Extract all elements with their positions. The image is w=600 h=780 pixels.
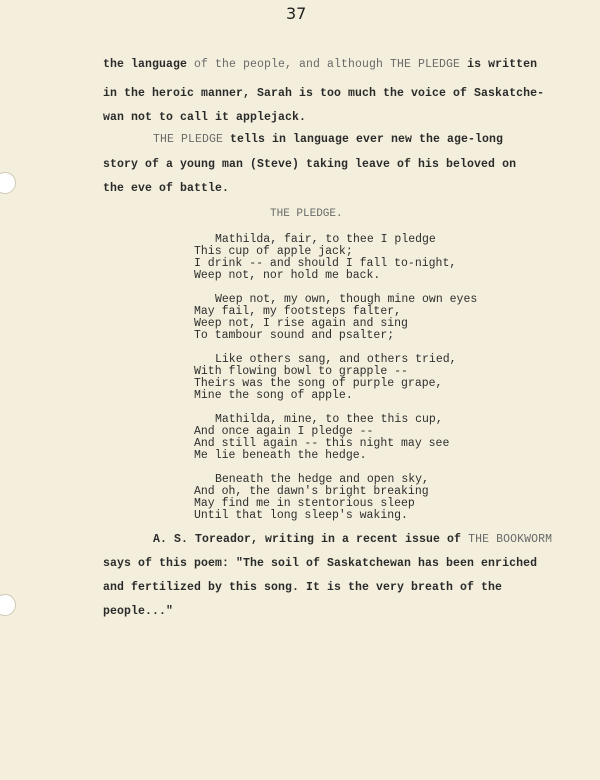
paragraph3-line1-part-a: A. S. Toreador, writing in a recent issue of [153, 533, 469, 546]
punch-hole-bottom [0, 594, 16, 616]
page-number: 37 [286, 4, 307, 23]
paragraph3-line4: people..." [103, 605, 174, 618]
paragraph1-line2: in the heroic manner, Sarah is too much the voice of Saskatche- [103, 87, 545, 100]
poem-stanza2-line2: May fail, my footsteps falter, [194, 305, 402, 318]
paragraph1-line1 [103, 58, 537, 71]
poem-stanza2-line4: To tambour sound and psalter; [194, 329, 395, 342]
poem-stanza1-line2: This cup of apple jack; [194, 245, 353, 258]
paragraph1-line3: wan not to call it applejack. [103, 111, 307, 124]
paragraph3-line1 [153, 533, 552, 546]
punch-hole-top [0, 172, 16, 194]
poem-stanza5-line4: Until that long sleep's waking. [194, 509, 408, 522]
paragraph2-line2: story of a young man (Steve) taking leave of his beloved on [103, 158, 517, 171]
paragraph3-line3: and fertilized by this song. It is the very breath of the [103, 581, 503, 594]
poem-stanza5-line2: And oh, the dawn's bright breaking [194, 485, 429, 498]
poem-stanza1-line1: Mathilda, fair, to thee I pledge [215, 233, 436, 246]
poem-stanza2-line3: Weep not, I rise again and sing [194, 317, 408, 330]
poem-stanza3-line1: Like others sang, and others tried, [215, 353, 457, 366]
paragraph1-line1-part-b: of the people, and although [194, 58, 391, 71]
poem-stanza3-line3: Theirs was the song of purple grape, [194, 377, 443, 390]
poem-stanza3-line4: Mine the song of apple. [194, 389, 353, 402]
paragraph2-line3: the eve of battle. [103, 182, 230, 195]
paragraph1-line1-title-ref: THE PLEDGE [390, 58, 461, 71]
paragraph2-line1-title-ref: THE PLEDGE [153, 133, 224, 146]
poem-stanza1-line3: I drink -- and should I fall to-night, [194, 257, 457, 270]
poem-stanza4-line3: And still again -- this night may see [194, 437, 450, 450]
poem-stanza5-line1: Beneath the hedge and open sky, [215, 473, 429, 486]
poem-stanza4-line1: Mathilda, mine, to thee this cup, [215, 413, 443, 426]
poem-stanza4-line2: And once again I pledge -- [194, 425, 374, 438]
poem-stanza1-line4: Weep not, nor hold me back. [194, 269, 381, 282]
paragraph2-line1-part-b: tells in language ever new the age-long [223, 133, 504, 146]
paragraph3-line1-magazine-ref: THE BOOKWORM [468, 533, 553, 546]
poem-title: THE PLEDGE. [270, 208, 343, 220]
paragraph2-line1 [153, 133, 503, 146]
poem-stanza2-line1: Weep not, my own, though mine own eyes [215, 293, 478, 306]
paragraph1-line1-part-a: the language [103, 58, 195, 71]
poem-stanza4-line4: Me lie beneath the hedge. [194, 449, 367, 462]
poem-stanza5-line3: May find me in stentorious sleep [194, 497, 415, 510]
poem-stanza3-line2: With flowing bowl to grapple -- [194, 365, 408, 378]
paragraph3-line2: says of this poem: "The soil of Saskatchewan has been enriched [103, 557, 538, 570]
paragraph1-line1-part-d: is written [460, 58, 538, 71]
